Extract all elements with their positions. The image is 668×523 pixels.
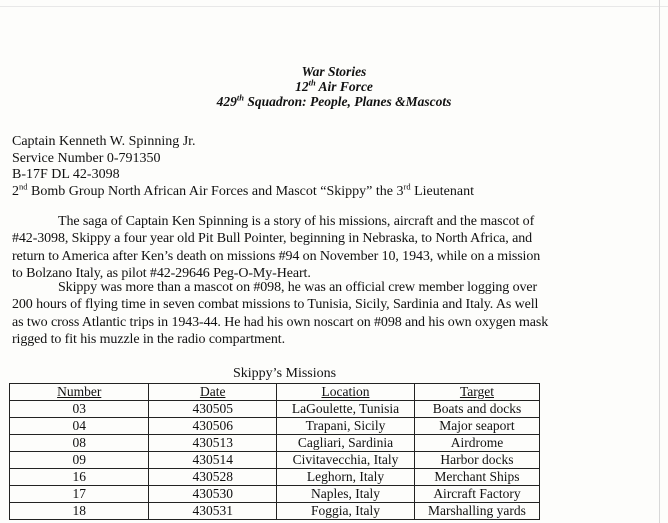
mission-date: 430531 — [149, 503, 277, 520]
mission-location: LaGoulette, Tunisia — [276, 401, 414, 418]
column-header-date: Date — [149, 384, 277, 401]
mission-location: Leghorn, Italy — [276, 469, 414, 486]
mission-target: Airdrome — [414, 435, 539, 452]
column-header-target: Target — [414, 384, 539, 401]
page-top-edge — [0, 6, 668, 7]
mission-date: 430530 — [149, 486, 277, 503]
table-row — [10, 401, 540, 418]
table-row — [10, 452, 540, 469]
mission-target: Marshalling yards — [414, 503, 539, 520]
table-header-row — [10, 384, 540, 401]
mission-target: Merchant Ships — [414, 469, 539, 486]
subtitle-text: Air Force — [315, 79, 373, 94]
aircraft-id: B-17F DL 42-3098 — [12, 167, 120, 183]
mission-location: Trapani, Sicily — [276, 418, 414, 435]
document-subtitle — [0, 79, 668, 94]
mission-target: Harbor docks — [414, 452, 539, 469]
mission-target: Major seaport — [414, 418, 539, 435]
table-row — [10, 435, 540, 452]
subtitle-superscript: th — [308, 77, 316, 88]
mission-target: Aircraft Factory — [414, 486, 539, 503]
squadron-text: Squadron: People, Planes &Mascots — [243, 94, 452, 109]
captain-name: Captain Kenneth W. Spinning Jr. — [12, 134, 196, 149]
squadron-number: 429 — [216, 94, 237, 109]
missions-table-title: Skippy’s Missions — [233, 366, 337, 381]
group-text: Bomb Group North African Air Forces and Mascot “Skippy” the 3 — [27, 183, 404, 199]
mission-number: 16 — [10, 469, 149, 486]
group-superscript: nd — [19, 181, 28, 192]
table-row — [10, 503, 540, 520]
table-row — [10, 469, 540, 486]
group-number: 2 — [12, 183, 19, 199]
service-number: Service Number 0-791350 — [12, 150, 161, 166]
column-header-location: Location — [276, 384, 414, 401]
paragraph-skippy: Skippy was more than a mascot on #098, he was an official crew member logging over 200 hours of flying time in seven combat missions to Tunisia, Sicily, Sardinia and Italy. As well as two cross Atlantic trips in 1943-44. He had his own noscart on #098 and his own oxygen mask rigged to fit his muzzle in the radio compartment. — [12, 280, 549, 348]
rank-text: Lieutenant — [410, 183, 474, 199]
mission-number: 17 — [10, 486, 149, 503]
rank-superscript: rd — [403, 181, 411, 192]
mission-location: Cagliari, Sardinia — [276, 435, 414, 452]
document-header — [0, 64, 668, 109]
identity-block — [12, 134, 474, 200]
mission-date: 430506 — [149, 418, 277, 435]
missions-table — [9, 383, 540, 520]
mission-number: 04 — [10, 418, 149, 435]
mission-number: 09 — [10, 452, 149, 469]
mission-date: 430528 — [149, 469, 277, 486]
mission-number: 18 — [10, 503, 149, 520]
mission-number: 08 — [10, 435, 149, 452]
mission-number: 03 — [10, 401, 149, 418]
mission-location: Civitavecchia, Italy — [276, 452, 414, 469]
document-squadron-line — [0, 94, 668, 109]
column-header-number: Number — [10, 384, 149, 401]
mission-date: 430514 — [149, 452, 277, 469]
subtitle-number: 12 — [295, 79, 309, 94]
table-row — [10, 486, 540, 503]
squadron-superscript: th — [236, 92, 244, 103]
paragraph-saga: The saga of Captain Ken Spinning is a story of his missions, aircraft and the mascot of #42-3098, Skippy a four year old Pit Bull Pointer, beginning in Nebraska, to North Africa, and return to America after Ken’s death on missions #94 on November 10, 1943, while on a mission to Bolzano Italy, as pilot #42-29646 Peg-O-My-Heart. — [12, 214, 541, 282]
mission-date: 430513 — [149, 435, 277, 452]
mission-location: Naples, Italy — [276, 486, 414, 503]
mission-date: 430505 — [149, 401, 277, 418]
mission-location: Foggia, Italy — [276, 503, 414, 520]
table-row — [10, 418, 540, 435]
mission-target: Boats and docks — [414, 401, 539, 418]
group-line — [12, 181, 474, 201]
document-title: War Stories — [301, 64, 367, 79]
